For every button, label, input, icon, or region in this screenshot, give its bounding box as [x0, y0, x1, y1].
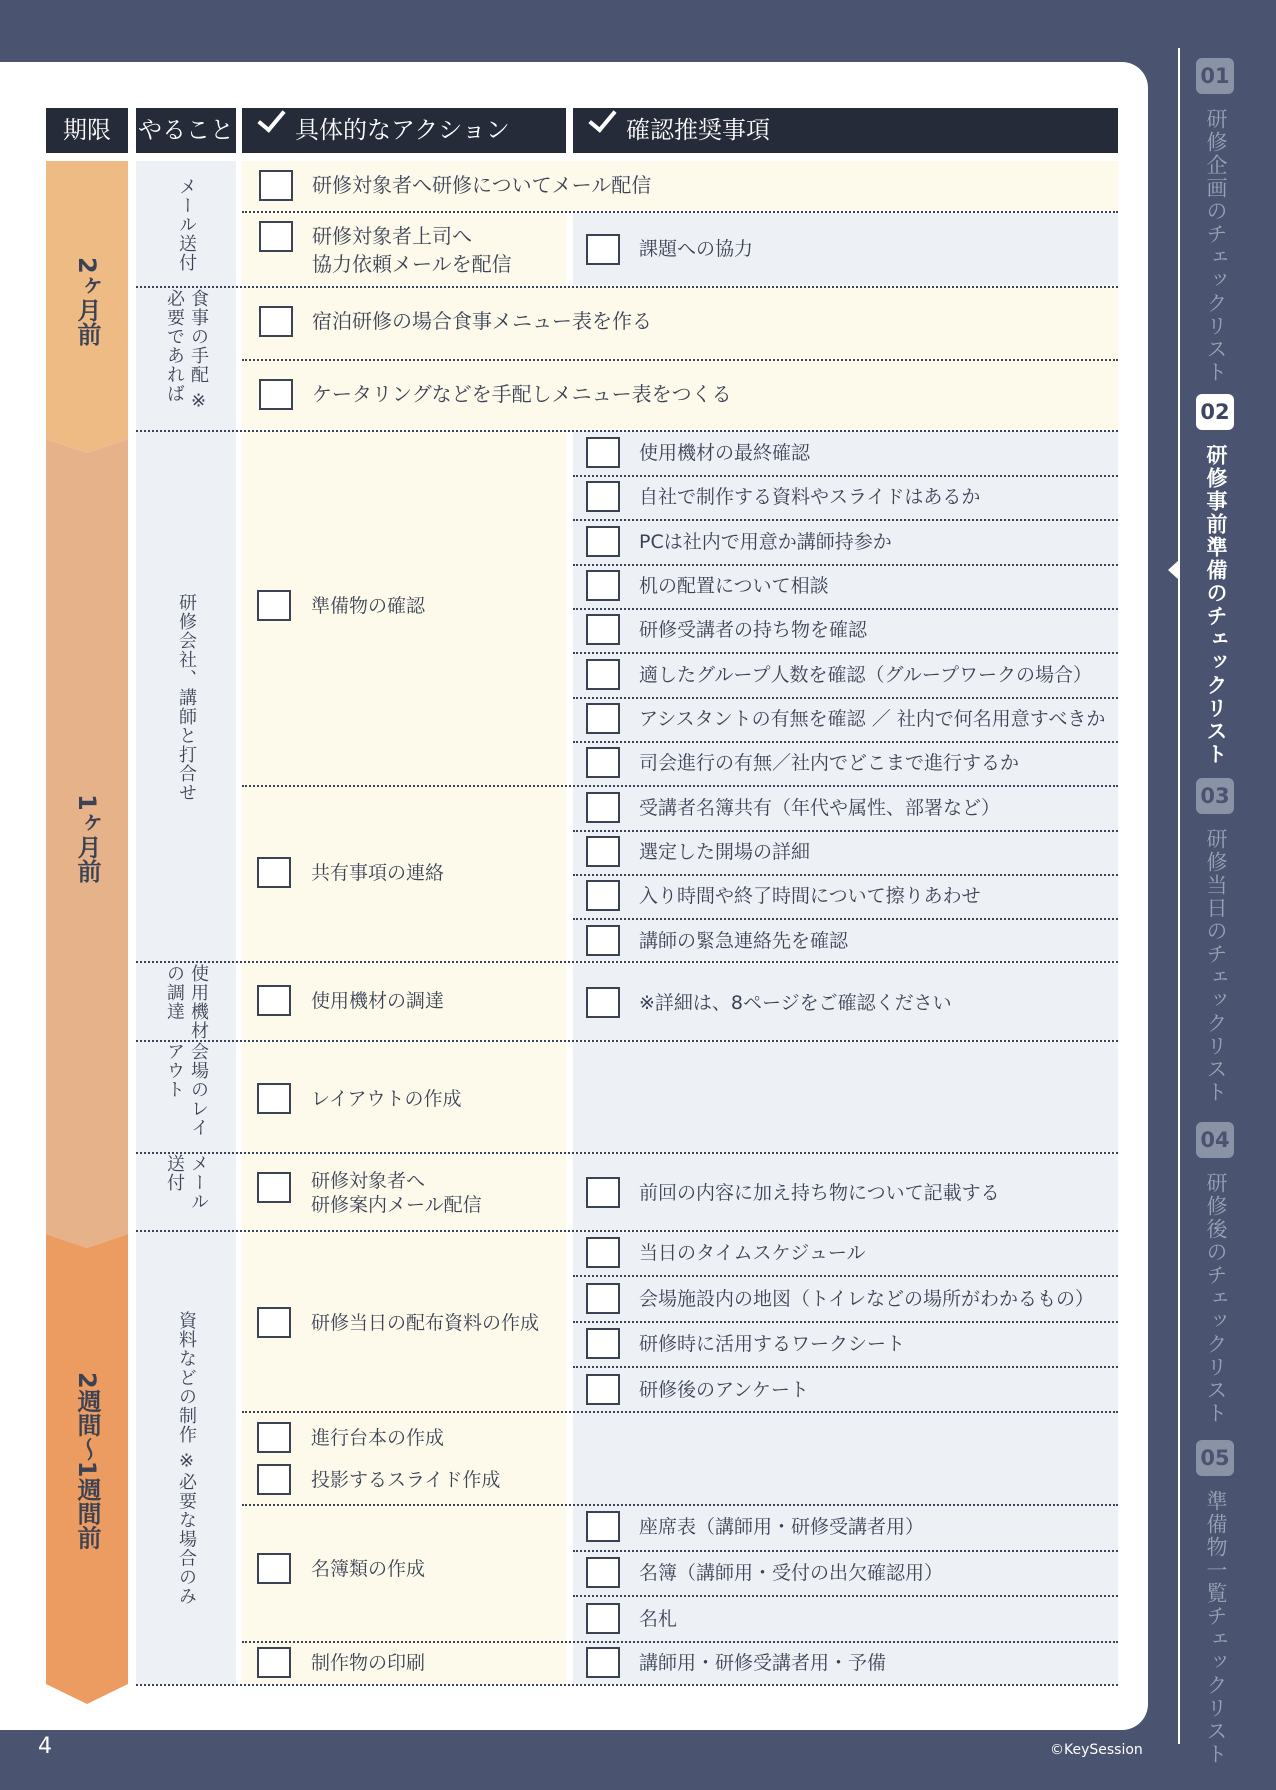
header-todo: やること	[136, 108, 236, 153]
confirm-text: 座席表（講師用・研修受講者用）	[639, 1516, 925, 1538]
check-icon	[257, 103, 285, 133]
confirm-text: アシスタントの有無を確認 ／ 社内で何名用意すべきか	[639, 708, 1106, 730]
confirm-checkbox[interactable]	[586, 659, 620, 690]
todo-label: 食事の手配 ※必要であれば	[164, 289, 209, 413]
confirm-text: 受講者名簿共有（年代や属性、部署など）	[639, 797, 1001, 819]
action-checkbox[interactable]	[257, 1083, 291, 1114]
confirm-text: 選定した開場の詳細	[639, 841, 811, 863]
action-text: 進行台本の作成	[311, 1427, 445, 1449]
confirm-text: 自社で制作する資料やスライドはあるか	[639, 486, 981, 508]
tab-03[interactable]	[1196, 778, 1236, 1104]
tab-title: 研修当日のチェックリスト	[1204, 828, 1228, 1104]
tab-title: 研修企画のチェックリスト	[1204, 108, 1228, 384]
confirm-separator	[573, 1275, 1118, 1277]
action-text: 使用機材の調達	[311, 990, 445, 1012]
action-checkbox[interactable]	[259, 170, 293, 201]
confirm-checkbox[interactable]	[586, 1237, 620, 1268]
confirm-separator	[573, 697, 1118, 699]
action-checkbox[interactable]	[257, 985, 291, 1016]
action-text: 研修案内メール配信	[311, 1194, 482, 1216]
confirm-text: 研修受講者の持ち物を確認	[639, 619, 868, 641]
confirm-checkbox[interactable]	[586, 1557, 620, 1588]
tab-number: 05	[1196, 1440, 1234, 1476]
header-confirm-label: 確認推奨事項	[626, 116, 770, 144]
tab-number: 04	[1196, 1122, 1234, 1158]
confirm-separator	[573, 652, 1118, 654]
row-separator	[242, 359, 1118, 361]
confirm-checkbox[interactable]	[586, 1177, 620, 1208]
page-number: 4	[38, 1734, 52, 1759]
action-text: ケータリングなどを手配しメニュー表をつくる	[312, 382, 732, 406]
action-text: 共有事項の連絡	[311, 862, 445, 884]
action-checkbox[interactable]	[259, 221, 293, 252]
row-bg	[242, 1232, 566, 1684]
confirm-separator	[573, 608, 1118, 610]
confirm-text: 会場施設内の地図（トイレなどの場所がわかるもの）	[639, 1288, 1095, 1310]
copyright: ©KeySession	[1050, 1742, 1143, 1758]
tab-05[interactable]	[1196, 1440, 1236, 1766]
row-separator	[136, 1152, 1118, 1154]
tab-title: 準備物一覧チェックリスト	[1204, 1490, 1228, 1766]
active-tab-pointer-icon	[1168, 560, 1179, 580]
confirm-text: 名簿（講師用・受付の出欠確認用）	[639, 1562, 944, 1584]
confirm-text: 講師の緊急連絡先を確認	[639, 930, 849, 952]
tab-04[interactable]	[1196, 1122, 1236, 1425]
confirm-text: 入り時間や終了時間について擦りあわせ	[639, 885, 981, 907]
row-separator	[242, 1411, 1118, 1413]
todo-label: 資料などの制作 ※必要な場合のみ	[176, 1310, 197, 1606]
action-text: 研修対象者上司へ	[312, 224, 472, 248]
confirm-checkbox[interactable]	[586, 836, 620, 867]
header-confirm	[573, 108, 1118, 153]
action-checkbox[interactable]	[257, 1464, 291, 1495]
row-separator	[242, 211, 1118, 213]
confirm-text: 司会進行の有無／社内でどこまで進行するか	[639, 752, 1020, 774]
action-checkbox[interactable]	[257, 1172, 291, 1203]
action-text: 宿泊研修の場合食事メニュー表を作る	[312, 309, 652, 333]
header-action-label: 具体的なアクション	[295, 116, 510, 144]
confirm-checkbox[interactable]	[586, 526, 620, 557]
tab-02[interactable]	[1196, 394, 1236, 766]
confirm-checkbox[interactable]	[586, 792, 620, 823]
action-text: 研修対象者へ研修についてメール配信	[312, 173, 652, 197]
period-label: 2ヶ月前	[73, 256, 101, 346]
action-checkbox[interactable]	[259, 379, 293, 410]
confirm-separator	[573, 741, 1118, 743]
confirm-checkbox[interactable]	[586, 481, 620, 512]
confirm-checkbox[interactable]	[586, 437, 620, 468]
action-checkbox[interactable]	[259, 306, 293, 337]
todo-label: メール送付	[164, 1154, 209, 1211]
tab-title: 研修後のチェックリスト	[1204, 1172, 1228, 1425]
tab-number: 03	[1196, 778, 1234, 814]
confirm-checkbox[interactable]	[586, 747, 620, 778]
row-separator	[242, 1641, 1118, 1643]
confirm-checkbox[interactable]	[586, 234, 620, 265]
row-bg	[573, 1042, 1118, 1152]
confirm-separator	[573, 874, 1118, 876]
action-checkbox[interactable]	[257, 1307, 291, 1338]
action-text: 研修当日の配布資料の作成	[311, 1312, 540, 1334]
confirm-checkbox[interactable]	[586, 570, 620, 601]
action-text: 準備物の確認	[311, 595, 426, 617]
confirm-separator	[573, 1595, 1118, 1597]
row-separator	[136, 1230, 1118, 1232]
confirm-separator	[573, 475, 1118, 477]
confirm-separator	[573, 1550, 1118, 1552]
period-label: 1ヶ月前	[73, 794, 101, 883]
header-action	[242, 108, 566, 153]
period-label: 2週間〜1週間前	[73, 1372, 101, 1550]
confirm-text: 机の配置について相談	[639, 575, 829, 597]
confirm-text: 名札	[639, 1608, 678, 1630]
confirm-separator	[573, 564, 1118, 566]
confirm-checkbox[interactable]	[586, 1283, 620, 1314]
row-separator	[136, 1040, 1118, 1042]
action-checkbox[interactable]	[257, 857, 291, 888]
todo-label: 会場のレイアウト	[164, 1042, 209, 1137]
check-icon	[588, 103, 616, 133]
confirm-checkbox[interactable]	[586, 1328, 620, 1359]
confirm-text: 適したグループ人数を確認（グループワークの場合）	[639, 664, 1092, 686]
confirm-checkbox[interactable]	[586, 1374, 620, 1405]
confirm-text: 前回の内容に加え持ち物について記載する	[639, 1182, 1000, 1204]
action-checkbox[interactable]	[257, 1422, 291, 1453]
action-text: 協力依頼メールを配信	[312, 252, 512, 276]
confirm-checkbox[interactable]	[586, 987, 620, 1018]
tab-number: 01	[1196, 58, 1234, 94]
confirm-checkbox[interactable]	[586, 1511, 620, 1542]
todo-label: 研修会社、講師と打合せ	[176, 592, 197, 802]
row-separator	[242, 1504, 1118, 1506]
confirm-text: ※詳細は、8ページをご確認ください	[639, 992, 952, 1014]
confirm-checkbox[interactable]	[586, 703, 620, 734]
confirm-checkbox[interactable]	[586, 1603, 620, 1634]
confirm-separator	[573, 1366, 1118, 1368]
row-separator	[136, 961, 1118, 963]
row-bg	[573, 431, 1118, 961]
confirm-separator	[573, 1321, 1118, 1323]
todo-label: 使用機材の調達	[164, 964, 209, 1040]
confirm-separator	[573, 830, 1118, 832]
tab-divider-line	[1178, 48, 1180, 1744]
todo-label: メール送付	[176, 176, 197, 272]
tab-number: 02	[1196, 394, 1234, 430]
confirm-text: PCは社内で用意か講師持参か	[639, 531, 892, 553]
action-checkbox[interactable]	[257, 590, 291, 621]
action-checkbox[interactable]	[257, 1553, 291, 1584]
confirm-text: 当日のタイムスケジュール	[639, 1242, 866, 1264]
action-text: レイアウトの作成	[311, 1088, 462, 1110]
action-text: 制作物の印刷	[311, 1652, 426, 1674]
action-text: 名簿類の作成	[311, 1558, 426, 1580]
row-separator	[136, 430, 1118, 432]
confirm-separator	[573, 918, 1118, 920]
confirm-text: 課題への協力	[639, 238, 754, 260]
confirm-text: 研修時に活用するワークシート	[639, 1333, 906, 1355]
action-text: 研修対象者へ	[311, 1170, 426, 1192]
confirm-text: 使用機材の最終確認	[639, 442, 811, 464]
confirm-text: 研修後のアンケート	[639, 1379, 809, 1401]
confirm-checkbox[interactable]	[586, 880, 620, 911]
action-text: 投影するスライド作成	[311, 1469, 501, 1491]
confirm-checkbox[interactable]	[586, 925, 620, 956]
header-deadline: 期限	[46, 108, 128, 153]
action-checkbox[interactable]	[257, 1647, 291, 1678]
tab-title: 研修事前準備のチェックリスト	[1204, 444, 1228, 766]
confirm-text: 講師用・研修受講者用・予備	[639, 1652, 887, 1674]
confirm-checkbox[interactable]	[586, 1647, 620, 1678]
tab-01[interactable]	[1196, 58, 1236, 384]
row-separator	[136, 286, 1118, 288]
row-separator	[242, 785, 1118, 787]
row-separator	[136, 1684, 1118, 1686]
confirm-separator	[573, 519, 1118, 521]
confirm-checkbox[interactable]	[586, 614, 620, 645]
